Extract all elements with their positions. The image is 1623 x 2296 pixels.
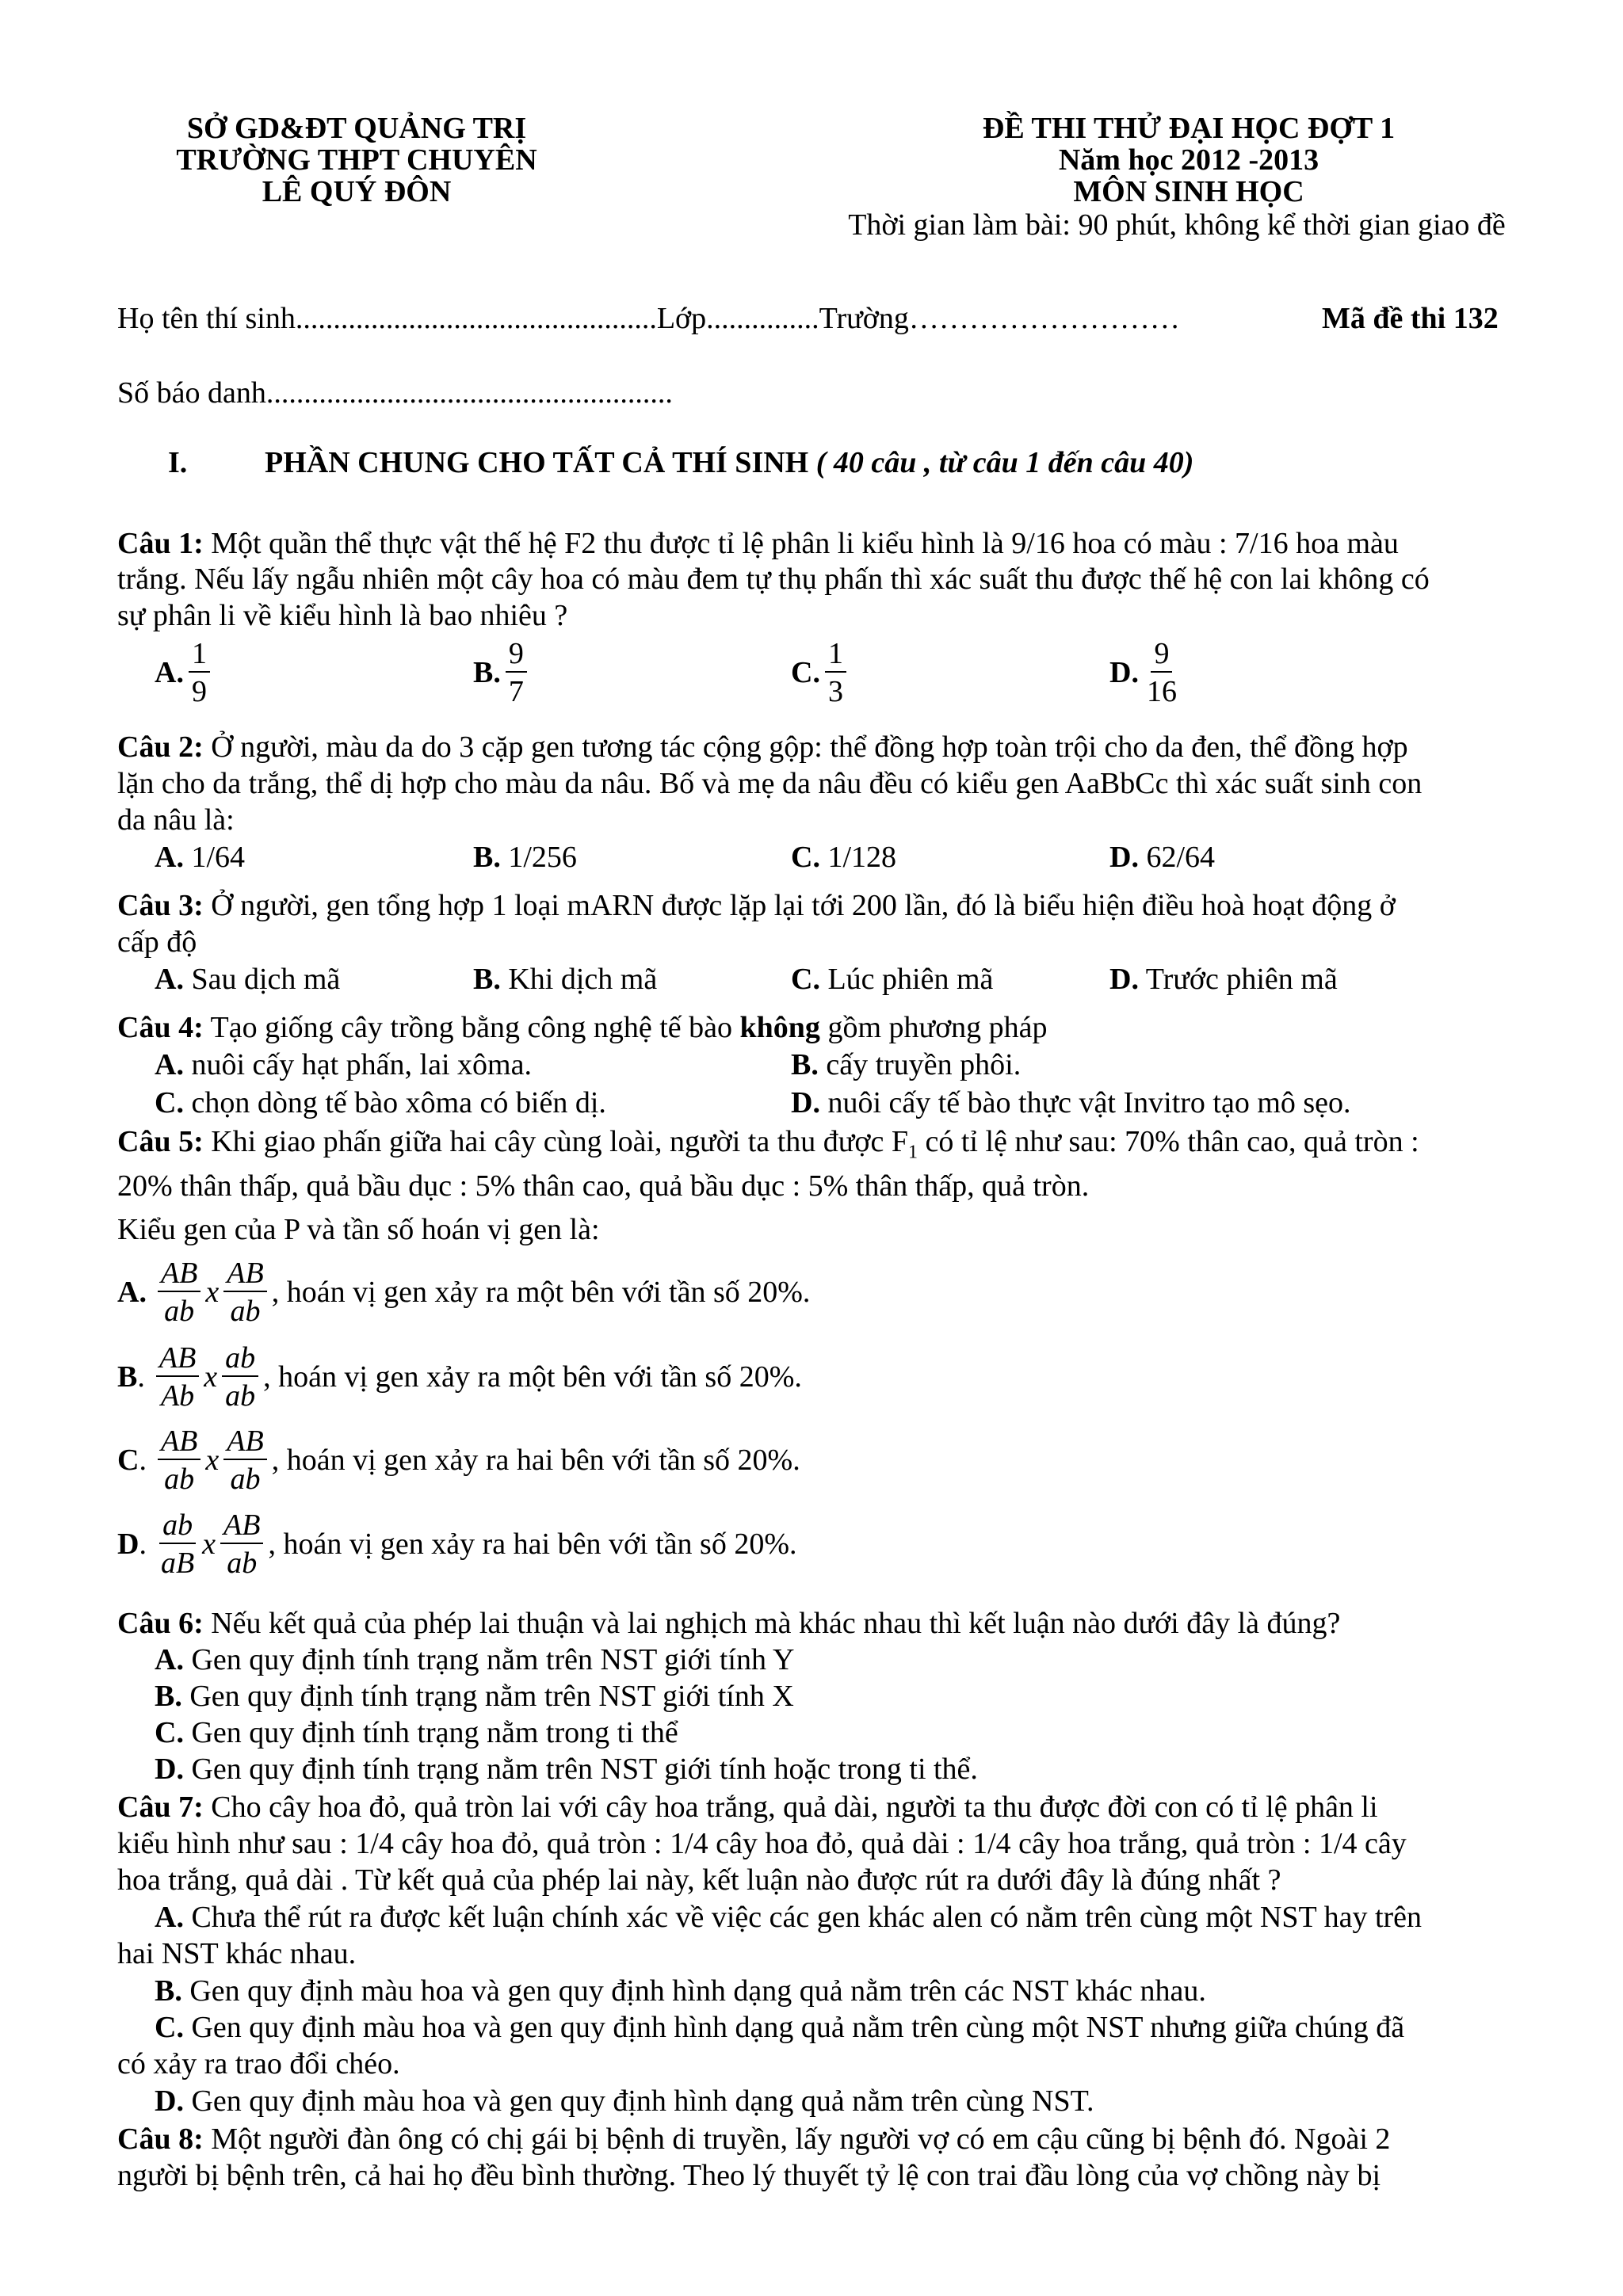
q4-option-a[interactable] (155, 1050, 532, 1080)
q3-label: Câu 3: (117, 889, 204, 922)
q4-text-post: gồm phương pháp (819, 1011, 1048, 1044)
q7-label: Câu 7: (117, 1791, 204, 1824)
option-key: D. (1109, 841, 1139, 874)
time-limit: Thời gian làm bài: 90 phút, không kể thời gian giao đề (848, 208, 1506, 242)
option-text: , hoán vị gen xảy ra hai bên với tần số 20%. (268, 1527, 797, 1561)
option-key: A. (155, 841, 184, 874)
numerator: AB (220, 1510, 263, 1544)
denominator: 9 (191, 675, 207, 708)
q1-line-2: trắng. Nếu lấy ngẫu nhiên một cây hoa có màu đem tự thụ phấn thì xác suất thu được thế hệ con lai không có (117, 563, 1430, 596)
option-text: 1/64 (183, 841, 246, 874)
cross-symbol: x (202, 1527, 216, 1561)
q7-option-c-cont: có xảy ra trao đổi chéo. (117, 2047, 400, 2081)
denominator: aB (160, 1547, 195, 1580)
option-key: C. (155, 1086, 184, 1119)
option-text: cấy truyền phôi. (818, 1048, 1022, 1081)
q3-line-2: cấp độ (117, 925, 197, 959)
denominator: Ab (160, 1379, 195, 1413)
denominator: ab (227, 1547, 258, 1580)
q1-text-1: Một quần thể thực vật thế hệ F2 thu được tỉ lệ phân li kiểu hình là 9/16 hoa có màu : 7/16 hoa màu (203, 527, 1399, 560)
genotype-fraction (158, 1258, 200, 1326)
option-key: B. (155, 1974, 182, 2008)
q6-option-d[interactable] (155, 1754, 978, 1784)
q4-line-1 (117, 1013, 1048, 1043)
option-text: Trước phiên mã (1138, 963, 1338, 996)
q5-line-3: Kiểu gen của P và tần số hoán vị gen là: (117, 1213, 600, 1246)
option-key: C (117, 1444, 139, 1477)
option-text: 1/128 (819, 841, 897, 874)
q1-option-b[interactable] (473, 639, 532, 707)
option-dot: . (139, 1527, 147, 1561)
genotype-fraction (223, 1426, 266, 1494)
option-text: , hoán vị gen xảy ra một bên với tần số 20%. (271, 1276, 811, 1309)
genotype-fraction (222, 1343, 258, 1411)
numerator: AB (223, 1258, 266, 1292)
q1-option-c[interactable] (791, 639, 851, 707)
q2-option-c[interactable] (791, 842, 896, 872)
option-text: Lúc phiên mã (819, 963, 994, 996)
option-key: C. (791, 841, 820, 874)
option-key: C. (155, 2011, 184, 2044)
genotype-fraction (158, 1510, 197, 1578)
denominator: ab (230, 1295, 261, 1328)
option-text: Chưa thể rút ra được kết luận chính xác về việc các gen khác alen có nằm trên cùng một NST hay trên (183, 1901, 1423, 1934)
denominator: ab (164, 1295, 195, 1328)
option-text: chọn dòng tế bào xôma có biến dị. (183, 1086, 606, 1119)
fraction (189, 639, 210, 707)
numerator: AB (223, 1426, 266, 1460)
q8-label: Câu 8: (117, 2122, 204, 2156)
q4-text-pre: Tạo giống cây trồng bằng công nghệ tế bào (203, 1011, 740, 1044)
q7-line-2: kiểu hình như sau : 1/4 cây hoa đỏ, quả tròn : 1/4 cây hoa đỏ, quả dài : 1/4 cây hoa trắng, quả tròn : 1/4 cây (117, 1827, 1407, 1860)
option-text: Gen quy định tính trạng nằm trên NST giới tính hoặc trong ti thể. (183, 1753, 978, 1786)
q8-line-2: người bị bệnh trên, cả hai họ đều bình thường. Theo lý thuyết tỷ lệ con trai đầu lòng của vợ chồng này bị (117, 2159, 1381, 2192)
option-dot: . (139, 1444, 147, 1477)
option-key: B. (791, 1048, 819, 1081)
q1-option-a[interactable] (155, 639, 215, 707)
option-text: , hoán vị gen xảy ra hai bên với tần số 20%. (271, 1444, 800, 1477)
q5-line-1 (117, 1127, 1419, 1162)
cross-symbol: x (205, 1276, 220, 1309)
q6-option-b[interactable] (155, 1681, 794, 1711)
q2-option-d[interactable] (1109, 842, 1215, 872)
fraction (506, 639, 527, 707)
q1-label: Câu 1: (117, 527, 204, 560)
option-text: 1/256 (500, 841, 577, 874)
fraction (825, 639, 846, 707)
q2-line-1 (117, 732, 1408, 762)
q6-text: Nếu kết quả của phép lai thuận và lai nghịch mà khác nhau thì kết luận nào dưới đây là đúng? (203, 1607, 1341, 1640)
numerator: 9 (1151, 639, 1172, 673)
q8-text-1: Một người đàn ông có chị gái bị bệnh di truyền, lấy người vợ có em cậu cũng bị bệnh đó. Ngoài 2 (203, 2122, 1391, 2156)
numerator: AB (158, 1258, 200, 1292)
q2-option-b[interactable] (473, 842, 577, 872)
q5-option-b[interactable] (117, 1343, 802, 1411)
genotype-fraction (158, 1426, 200, 1494)
school-name: TRƯỜNG THPT CHUYÊN (176, 143, 537, 177)
school-name-2: LÊ QUÝ ĐÔN (262, 175, 452, 208)
denominator: ab (164, 1463, 195, 1496)
option-key: B. (155, 1680, 182, 1713)
q7-option-b[interactable] (155, 1976, 1206, 2006)
denominator: 16 (1146, 675, 1177, 708)
exam-code: Mã đề thi 132 (1322, 302, 1499, 335)
q4-option-c[interactable] (155, 1088, 606, 1118)
option-key: C. (791, 656, 820, 689)
numerator: ab (159, 1510, 196, 1544)
q3-option-c[interactable] (791, 964, 993, 994)
section-title: PHẦN CHUNG CHO TẤT CẢ THÍ SINH (265, 446, 809, 479)
q5-text-pre: Khi giao phấn giữa hai cây cùng loài, người ta thu được F (203, 1125, 908, 1158)
option-text: 62/64 (1138, 841, 1216, 874)
section-heading (265, 448, 1193, 478)
numerator: 9 (506, 639, 527, 673)
option-text: Gen quy định màu hoa và gen quy định hình dạng quả nằm trên cùng NST. (183, 2084, 1094, 2118)
option-key: D. (1109, 656, 1139, 689)
option-key: C. (791, 963, 820, 996)
option-text: Gen quy định tính trạng nằm trong ti thể (183, 1716, 678, 1749)
denominator: ab (225, 1379, 256, 1413)
option-key: B. (473, 841, 501, 874)
option-text: Gen quy định màu hoa và gen quy định hình dạng quả nằm trên các NST khác nhau. (181, 1974, 1206, 2008)
q3-text-1: Ở người, gen tổng hợp 1 loại mARN được lặp lại tới 200 lần, đó là biểu hiện điều hoà hoạt động ở (203, 889, 1396, 922)
q7-option-a[interactable] (155, 1902, 1422, 1932)
cross-symbol: x (205, 1444, 220, 1477)
numerator: ab (222, 1343, 258, 1377)
option-key: D. (155, 1753, 184, 1786)
q5-text-post: có tỉ lệ như sau: 70% thân cao, quả tròn : (917, 1125, 1419, 1158)
genotype-fraction (223, 1258, 266, 1326)
option-key: D. (791, 1086, 820, 1119)
q8-line-1 (117, 2124, 1390, 2154)
q2-label: Câu 2: (117, 730, 204, 764)
numerator: 1 (825, 639, 846, 673)
candidate-number-line: Số báo danh...................................................... (117, 376, 673, 410)
denominator: ab (230, 1463, 261, 1496)
q4-option-d[interactable] (791, 1088, 1351, 1118)
denominator: 3 (827, 675, 843, 708)
option-key: B. (473, 963, 501, 996)
option-key: C. (155, 1716, 184, 1749)
option-text: Gen quy định màu hoa và gen quy định hình dạng quả nằm trên cùng một NST nhưng giữa chúng đã (183, 2011, 1405, 2044)
option-text: Gen quy định tính trạng nằm trên NST giới tính Y (183, 1643, 795, 1676)
dept-name: SỞ GD&ĐT QUẢNG TRỊ (186, 112, 527, 145)
option-key: D (117, 1527, 139, 1561)
q1-line-1 (117, 528, 1399, 559)
option-text: Khi dịch mã (500, 963, 658, 996)
q3-line-1 (117, 891, 1396, 921)
q2-text-1: Ở người, màu da do 3 cặp gen tương tác cộng gộp: thể đồng hợp toàn trội cho da đen, thể đồng hợp (203, 730, 1408, 764)
option-text: nuôi cấy tế bào thực vật Invitro tạo mô sẹo. (819, 1086, 1351, 1119)
option-text: nuôi cấy hạt phấn, lai xôma. (183, 1048, 532, 1081)
option-key: B. (473, 656, 501, 689)
fraction (1144, 639, 1180, 707)
q5-subscript: 1 (907, 1142, 918, 1163)
numerator: AB (156, 1343, 199, 1377)
q7-option-c[interactable] (155, 2012, 1404, 2042)
q6-option-a[interactable] (155, 1645, 794, 1675)
genotype-fraction (220, 1510, 263, 1578)
option-key: A. (155, 1901, 184, 1934)
option-key: D. (1109, 963, 1139, 996)
q6-label: Câu 6: (117, 1607, 204, 1640)
option-dot: . (137, 1360, 145, 1394)
q5-label: Câu 5: (117, 1125, 204, 1158)
option-text: Gen quy định tính trạng nằm trên NST giới tính X (181, 1680, 794, 1713)
q5-option-d[interactable] (117, 1510, 796, 1578)
section-number: I. (168, 446, 188, 479)
q1-option-d[interactable] (1109, 639, 1185, 707)
option-key: A. (155, 1643, 184, 1676)
numerator: AB (158, 1426, 200, 1460)
q2-line-2: lặn cho da trắng, thể dị hợp cho màu da nâu. Bố và mẹ da nâu đều có kiểu gen AaBbCc thì xác suất sinh con (117, 767, 1423, 800)
option-key: A. (155, 656, 184, 689)
q6-line-1 (117, 1608, 1340, 1638)
q1-line-3: sự phân li về kiểu hình là bao nhiêu ? (117, 599, 568, 632)
q5-option-a[interactable] (117, 1258, 810, 1326)
option-text: Sau dịch mã (183, 963, 341, 996)
q3-option-d[interactable] (1109, 964, 1338, 994)
denominator: 7 (508, 675, 524, 708)
student-info-line: Họ tên thí sinh................................................Lớp...............Trường……………………… (117, 302, 1180, 335)
genotype-fraction (156, 1343, 199, 1411)
option-key: A. (155, 963, 184, 996)
numerator: 1 (189, 639, 210, 673)
q6-option-c[interactable] (155, 1718, 678, 1748)
q5-line-2: 20% thân thấp, quả bầu dục : 5% thân cao, quả bầu dục : 5% thân thấp, quả tròn. (117, 1169, 1090, 1203)
subject: MÔN SINH HỌC (1073, 175, 1304, 208)
q7-option-a-cont: hai NST khác nhau. (117, 1937, 357, 1970)
q3-option-b[interactable] (473, 964, 657, 994)
option-key: A. (155, 1048, 184, 1081)
q4-label: Câu 4: (117, 1011, 204, 1044)
q5-option-c[interactable] (117, 1426, 800, 1494)
option-key: D. (155, 2084, 184, 2118)
q7-option-d[interactable] (155, 2086, 1094, 2116)
school-year: Năm học 2012 -2013 (1058, 143, 1319, 177)
option-text: , hoán vị gen xảy ra một bên với tần số 20%. (263, 1360, 802, 1394)
q4-option-b[interactable] (791, 1050, 1021, 1080)
q7-text-1: Cho cây hoa đỏ, quả tròn lai với cây hoa trắng, quả dài, người ta thu được đời con có tỉ lệ phân li (203, 1791, 1378, 1824)
option-key: A. (117, 1276, 147, 1309)
section-note: ( 40 câu , từ câu 1 đến câu 40) (815, 446, 1194, 479)
q7-line-1 (117, 1792, 1378, 1822)
q3-option-a[interactable] (155, 964, 340, 994)
exam-title: ĐỀ THI THỬ ĐẠI HỌC ĐỢT 1 (982, 112, 1396, 145)
option-key: B (117, 1360, 138, 1394)
q7-line-3: hoa trắng, quả dài . Từ kết quả của phép lai này, kết luận nào được rút ra dưới đây là đúng nhất ? (117, 1863, 1281, 1897)
q4-text-bold: không (739, 1011, 820, 1044)
q2-line-3: da nâu là: (117, 803, 235, 837)
cross-symbol: x (204, 1360, 218, 1394)
q2-option-a[interactable] (155, 842, 245, 872)
